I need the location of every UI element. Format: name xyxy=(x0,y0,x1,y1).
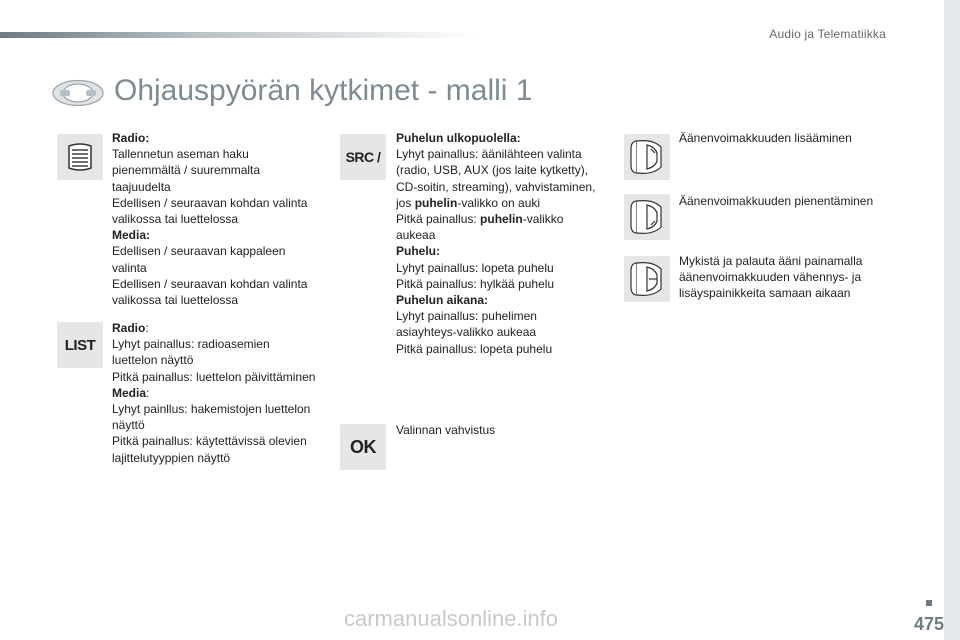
text-line: Pitkä painallus: käytettävissä olevien xyxy=(112,434,307,449)
text-line: valinta xyxy=(112,260,147,275)
page-title: Ohjauspyörän kytkimet - malli 1 xyxy=(114,74,533,107)
text-line: näyttö xyxy=(112,418,145,433)
list-button-description: Radio: Lyhyt painallus: radioasemien luettelon näyttö Pitkä painallus: luettelon päivittäminen Media: Lyhyt painllus: hakemistojen luettelon näyttö Pitkä painallus: käytettävissä olevien lajittelutyyppien näyttö xyxy=(112,320,332,466)
text-line: Lyhyt painallus: äänilähteen valinta xyxy=(396,147,582,162)
right-margin-strip xyxy=(944,0,960,640)
watermark: carmanualsonline.info xyxy=(344,606,559,631)
text-line: CD-soitin, streaming), vahvistaminen, xyxy=(396,179,596,194)
src-icon-label: SRC / xyxy=(345,149,381,165)
page-marker xyxy=(926,600,932,606)
text-line: Pitkä painallus: hylkää puhelu xyxy=(396,276,555,291)
text-line: pienemmältä / suuremmalta xyxy=(112,163,261,178)
text-line: Edellisen / seuraavan kohdan valinta xyxy=(112,195,308,210)
ok-icon-label: OK xyxy=(350,436,376,457)
text-line: jos puhelin-valikko on auki xyxy=(396,195,541,210)
text-line: (radio, USB, AUX (jos laite kytketty), xyxy=(396,163,589,178)
section-header: Audio ja Telematiikka xyxy=(769,27,886,41)
src-button-description xyxy=(396,130,616,357)
text-line: Edellisen / seuraavan kappaleen xyxy=(112,244,286,259)
src-button-icon xyxy=(340,134,386,180)
text-line: lajittelutyyppien näyttö xyxy=(112,450,231,465)
ok-button-icon xyxy=(340,424,386,470)
text-line: Pitkä painallus: lopeta puhelu xyxy=(396,341,553,356)
text-line: Tallennetun aseman haku xyxy=(112,147,249,162)
volume-down-wheel-icon xyxy=(624,194,670,240)
mute-wheel-icon xyxy=(624,256,670,302)
mute-description xyxy=(679,253,899,302)
text-line: Valinnan vahvistus xyxy=(396,423,496,437)
text-line: Äänenvoimakkuuden pienentäminen xyxy=(679,194,874,208)
list-icon-label: LIST xyxy=(64,336,96,354)
page-number: 475 xyxy=(913,614,944,634)
outside-call-label: Puhelun ulkopuolella: xyxy=(396,131,521,145)
text-line: lisäyspainikkeita samaan aikaan xyxy=(679,286,851,301)
steering-wheel-icon xyxy=(52,79,104,107)
media-label: Media: xyxy=(112,228,151,243)
text-line: Edellisen / seuraavan kohdan valinta xyxy=(112,276,308,291)
text-line: Mykistä ja palauta ääni painamalla xyxy=(679,254,863,268)
text-line: äänenvoimakkuuden vähennys- ja xyxy=(679,270,862,285)
text-line: Lyhyt painllus: hakemistojen luettelon xyxy=(112,402,311,417)
text-line: Lyhyt painallus: puhelimen xyxy=(396,309,537,324)
text-line: Lyhyt painallus: lopeta puhelu xyxy=(396,260,554,275)
during-call-label: Puhelun aikana: xyxy=(396,293,489,308)
volume-down-description xyxy=(679,193,899,209)
volume-up-description xyxy=(679,130,899,146)
seek-wheel-icon xyxy=(57,134,103,180)
text-line: valikossa tai luettelossa xyxy=(112,293,239,308)
call-label: Puhelu: xyxy=(396,244,440,259)
text-line: Äänenvoimakkuuden lisääminen xyxy=(679,131,852,145)
ok-button-description xyxy=(396,422,616,438)
text-line: asiayhteys-valikko aukeaa xyxy=(396,325,537,340)
text-line: Pitkä painallus: puhelin-valikko xyxy=(396,212,564,227)
text-line: Pitkä painallus: luettelon päivittäminen xyxy=(112,369,316,384)
list-button-icon xyxy=(57,322,103,368)
media-label: Media xyxy=(112,385,147,400)
text-line: valikossa tai luettelossa xyxy=(112,212,239,227)
text-line: aukeaa xyxy=(396,228,436,243)
radio-media-seek-description xyxy=(112,130,332,308)
radio-label: Radio: xyxy=(112,131,150,145)
text-line: taajuudelta xyxy=(112,179,171,194)
text-line: luettelon näyttö xyxy=(112,353,194,368)
text-line: Lyhyt painallus: radioasemien xyxy=(112,337,270,352)
top-decorative-bar xyxy=(0,32,480,38)
volume-up-wheel-icon xyxy=(624,134,670,180)
radio-label: Radio xyxy=(112,321,146,335)
